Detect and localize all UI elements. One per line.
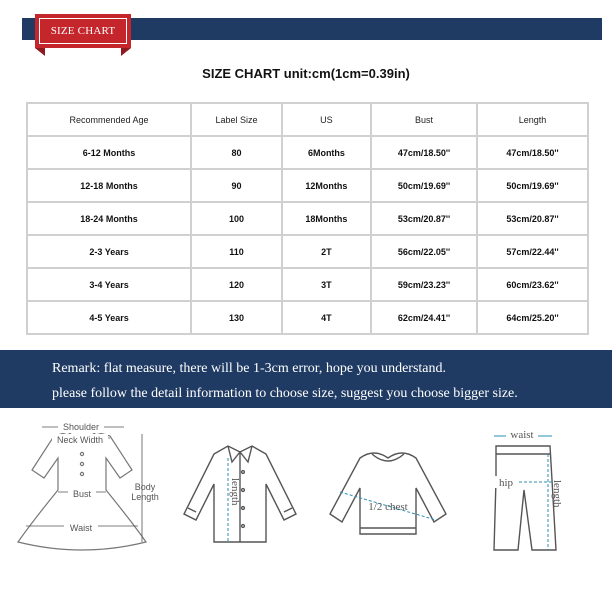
pants-waist-label: waist (510, 429, 534, 441)
shirt-measure-illustration (170, 418, 310, 558)
dress-neck-width-label: Neck Width (56, 435, 104, 445)
table-row (27, 268, 588, 301)
cell-us: 6Months (282, 136, 371, 169)
cell-age: 3-4 Years (27, 268, 191, 301)
table-row (27, 235, 588, 268)
cell-bust: 50cm/19.69'' (371, 169, 477, 202)
cell-bust: 62cm/24.41'' (371, 301, 477, 334)
dress-length-label: Length (131, 492, 159, 502)
cell-label-size: 110 (191, 235, 282, 268)
dress-shoulder-label: Shoulder (62, 422, 100, 432)
cell-label-size: 130 (191, 301, 282, 334)
header-bust: Bust (371, 103, 477, 136)
cell-length: 57cm/22.44'' (477, 235, 588, 268)
cell-us: 4T (282, 301, 371, 334)
table-row (27, 301, 588, 334)
cell-length: 47cm/18.50'' (477, 136, 588, 169)
pants-hip-label: hip (498, 477, 514, 489)
cell-age: 18-24 Months (27, 202, 191, 235)
cell-label-size: 100 (191, 202, 282, 235)
cell-age: 2-3 Years (27, 235, 191, 268)
cell-length: 50cm/19.69'' (477, 169, 588, 202)
cell-bust: 59cm/23.23'' (371, 268, 477, 301)
cell-label-size: 90 (191, 169, 282, 202)
pants-measure-illustration (470, 418, 600, 558)
size-chart-badge-label: SIZE CHART (39, 18, 127, 44)
sweater-chest-label: 1/2 chest (368, 501, 408, 513)
header-recommended-age: Recommended Age (27, 103, 191, 136)
cell-age: 4-5 Years (27, 301, 191, 334)
shirt-length-label: length (229, 478, 241, 506)
cell-bust: 53cm/20.87'' (371, 202, 477, 235)
remark-band (0, 350, 612, 408)
header-length: Length (477, 103, 588, 136)
cell-us: 18Months (282, 202, 371, 235)
cell-label-size: 80 (191, 136, 282, 169)
chart-title: SIZE CHART unit:cm(1cm=0.39in) (202, 66, 410, 81)
table-row (27, 136, 588, 169)
ribbon-tail-right (121, 48, 131, 56)
cell-label-size: 120 (191, 268, 282, 301)
cell-length: 64cm/25.20'' (477, 301, 588, 334)
ribbon-tail-left (35, 48, 45, 56)
cell-us: 3T (282, 268, 371, 301)
size-table (26, 102, 589, 335)
remark-line-1: Remark: flat measure, there will be 1-3cm error, hope you understand. (52, 361, 447, 376)
cell-us: 2T (282, 235, 371, 268)
cell-length: 60cm/23.62'' (477, 268, 588, 301)
cell-bust: 56cm/22.05'' (371, 235, 477, 268)
dress-body-label: Body (134, 482, 156, 492)
dress-measure-illustration (6, 418, 166, 558)
sweater-measure-illustration (318, 418, 458, 558)
cell-length: 53cm/20.87'' (477, 202, 588, 235)
header-us: US (282, 103, 371, 136)
header-label-size: Label Size (191, 103, 282, 136)
remark-line-2: please follow the detail information to choose size, suggest you choose bigger size. (52, 386, 518, 401)
cell-us: 12Months (282, 169, 371, 202)
pants-length-label: length (551, 480, 563, 508)
cell-age: 12-18 Months (27, 169, 191, 202)
table-row (27, 169, 588, 202)
cell-age: 6-12 Months (27, 136, 191, 169)
table-row (27, 202, 588, 235)
table-header-row (27, 103, 588, 136)
cell-bust: 47cm/18.50'' (371, 136, 477, 169)
dress-bust-label: Bust (72, 489, 92, 499)
dress-waist-label: Waist (69, 523, 93, 533)
size-chart-badge (35, 14, 131, 48)
